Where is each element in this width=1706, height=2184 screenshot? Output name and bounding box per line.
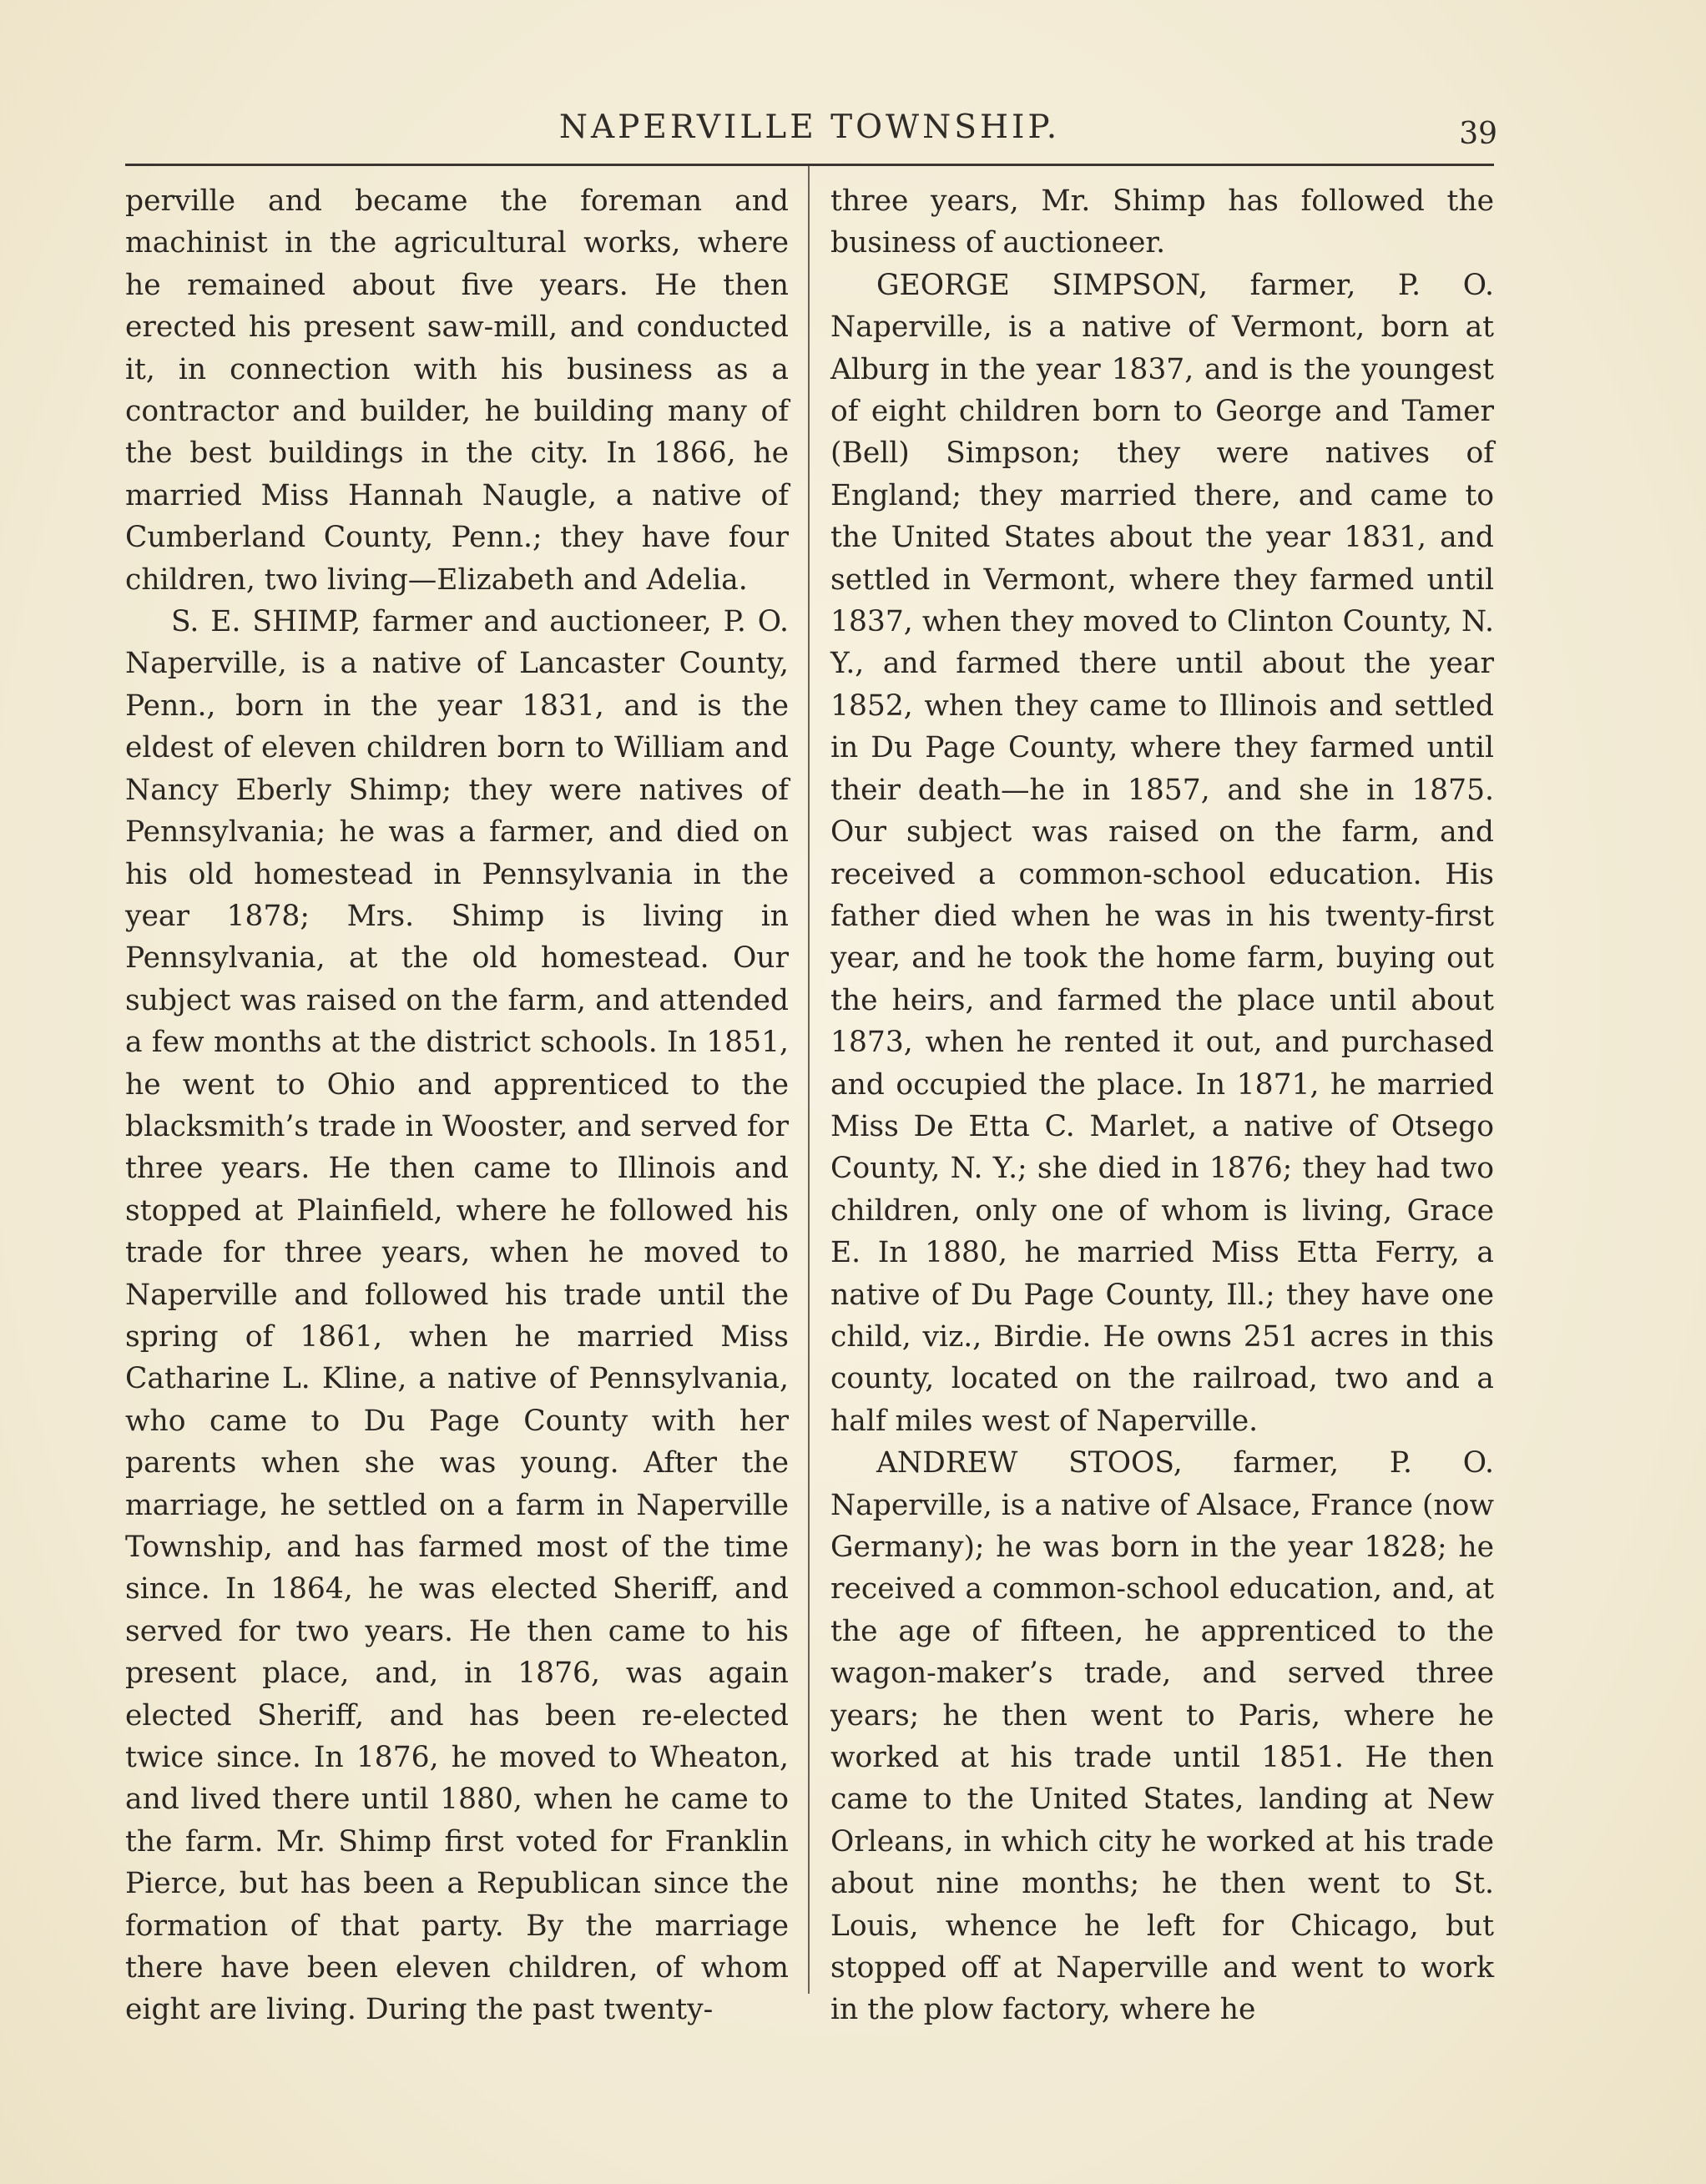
paragraph-stoos: ANDREW STOOS, farmer, P. O. Naperville, is a native of Alsace, France (now Germany); he was born in the year 1828; he received a common-school education, and, at the age of fifteen, he apprenticed to the wagon-maker’s trade, and served three years; he then went to Paris, where he worked at his trade until 1851. He then came to the United States, landing at New Orleans, in which city he worked at his trade about nine months; he then went to St. Louis, whence he left for Chicago, but stopped off at Naperville and went to work in the plow factory, where he: [830, 1446, 1494, 2027]
page-number: 39: [1459, 117, 1497, 151]
right-column: [830, 180, 1494, 2031]
paragraph-shimp: S. E. SHIMP, farmer and auctioneer, P. O. Naperville, is a native of Lancaster County, Penn., born in the year 1831, and is the eldest of eleven children born to William and Nancy Eberly Shimp; they were natives of Pennsylvania; he was a farmer, and died on his old homestead in Pennsylvania in the year 1878; Mrs. Shimp is living in Pennsylvania, at the old homestead. Our subject was raised on the farm, and attended a few months at the district schools. In 1851, he went to Ohio and apprenticed to the blacksmith’s trade in Wooster, and served for three years. He then came to Illinois and stopped at Plainfield, where he followed his trade for three years, when he moved to Naperville and followed his trade until the spring of 1861, when he married Miss Catharine L. Kline, a native of Pennsylvania, who came to Du Page County with her parents when she was young. After the marriage, he settled on a farm in Naperville Township, and has farmed most of the time since. In 1864, he was elected Sheriff, and served for two years. He then came to his present place, and, in 1876, was again elected Sheriff, and has been re-elected twice since. In 1876, he moved to Wheaton, and lived there until 1880, when he came to the farm. Mr. Shimp first voted for Franklin Pierce, but has been a Republican since the formation of that party. By the marriage there have been eleven children, of whom eight are living. During the past twenty-: [125, 605, 789, 2027]
paragraph-continued-right: three years, Mr. Shimp has followed the business of auctioneer.: [830, 184, 1494, 260]
paragraph-continued: perville and became the foreman and machinist in the agricultural works, where he remained about five years. He then erected his present saw-mill, and conducted it, in connection with his business as a contractor and builder, he building many of the best buildings in the city. In 1866, he married Miss Hannah Naugle, a native of Cumberland County, Penn.; they have four children, two living—Elizabeth and Adelia.: [125, 184, 789, 597]
left-column: [125, 180, 789, 2031]
column-divider: [808, 166, 810, 1994]
paragraph-simpson: GEORGE SIMPSON, farmer, P. O. Naperville, is a native of Vermont, born at Alburg in the year 1837, and is the youngest of eight children born to George and Tamer (Bell) Simpson; they were natives of England; they married there, and came to the United States about the year 1831, and settled in Vermont, where they farmed until 1837, when they moved to Clinton County, N. Y., and farmed there until about the year 1852, when they came to Illinois and settled in Du Page County, where they farmed until their death—he in 1857, and she in 1875. Our subject was raised on the farm, and received a common-school education. His father died when he was in his twenty-first year, and he took the home farm, buying out the heirs, and farmed the place until about 1873, when he rented it out, and purchased and occupied the place. In 1871, he married Miss De Etta C. Marlet, a native of Otsego County, N. Y.; she died in 1876; they had two children, only one of whom is living, Grace E. In 1880, he married Miss Etta Ferry, a native of Du Page County, Ill.; they have one child, viz., Birdie. He owns 251 acres in this county, located on the railroad, two and a half miles west of Naperville.: [830, 268, 1494, 1438]
running-head: NAPERVILLE TOWNSHIP.: [558, 108, 1061, 146]
header-rule: [125, 164, 1494, 166]
